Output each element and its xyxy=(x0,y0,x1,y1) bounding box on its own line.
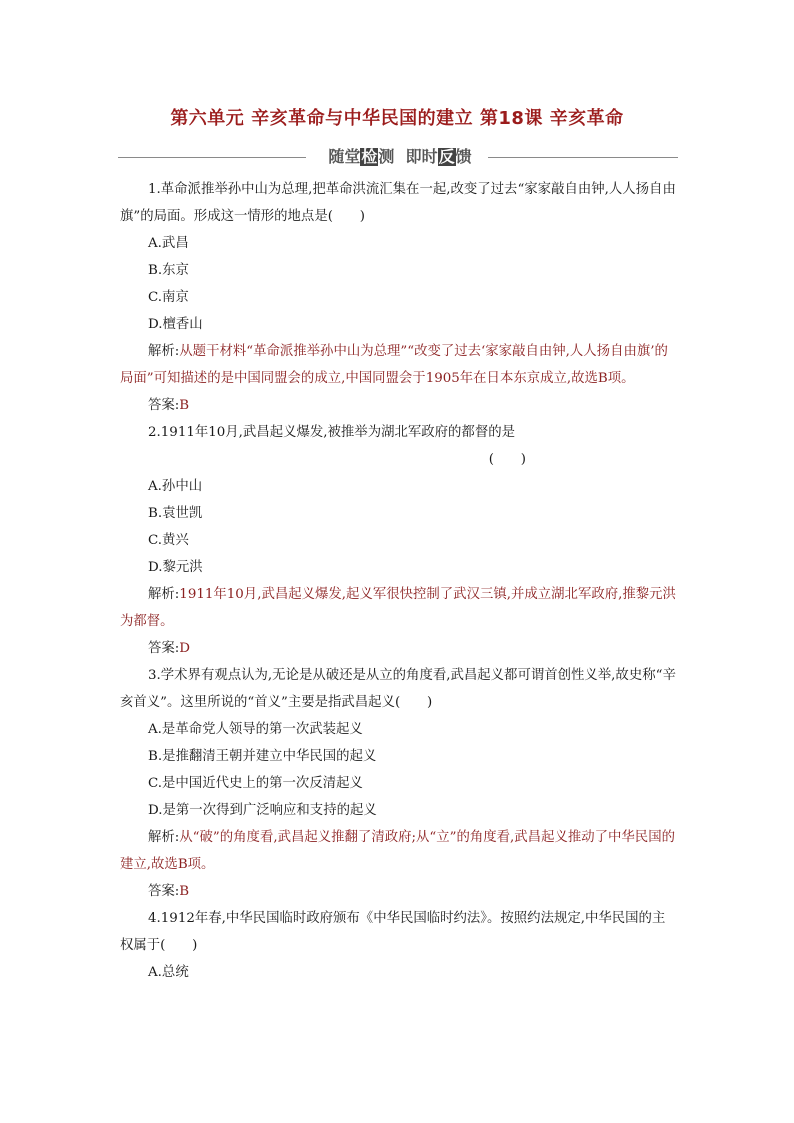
option: A.总统 xyxy=(148,965,189,980)
option: C.黄兴 xyxy=(148,533,189,548)
question-stem: 1.革命派推举孙中山为总理,把革命洪流汇集在一起,改变了过去“家家敲自由钟,人人扬自由旗”的局面。形成这一情形的地点是( ) xyxy=(120,182,676,224)
answer-parenthesis: ( ) xyxy=(488,452,526,467)
analysis xyxy=(120,824,676,878)
option: B.东京 xyxy=(148,263,189,278)
option: A.孙中山 xyxy=(148,479,203,494)
answer xyxy=(120,878,676,905)
option: B.袁世凯 xyxy=(148,506,203,521)
banner-boxed-char: 反 xyxy=(438,147,455,166)
analysis-label: 解析: xyxy=(148,587,180,602)
banner-label xyxy=(312,146,488,168)
banner-text: 馈 xyxy=(455,147,472,166)
page-title: 第六单元 辛亥革命与中华民国的建立 第18课 辛亥革命 xyxy=(170,108,624,129)
analysis-text: 从题干材料“革命派推举孙中山为总理”“改变了过去‘家家敲自由钟,人人扬自由旗’的局面”可知描述的是中国同盟会的成立,中国同盟会于1905年在日本东京成立,故选B项。 xyxy=(120,344,668,386)
option: A.是革命党人领导的第一次武装起义 xyxy=(148,722,363,737)
question-stem: 3.学术界有观点认为,无论是从破还是从立的角度看,武昌起义都可谓首创性义举,故史称“辛亥首义”。这里所说的“首义”主要是指武昌起义( ) xyxy=(120,668,676,710)
answer-value: B xyxy=(179,884,190,899)
option: B.是推翻清王朝并建立中华民国的起义 xyxy=(148,749,377,764)
option: A.武昌 xyxy=(148,236,189,251)
question-stem: 2.1911年10月,武昌起义爆发,被推举为湖北军政府的都督的是 xyxy=(148,425,515,440)
answer xyxy=(120,635,676,662)
analysis-text: 从“破”的角度看,武昌起义推翻了清政府;从“立”的角度看,武昌起义推动了中华民国的建立,故选B项。 xyxy=(120,830,675,872)
option: C.是中国近代史上的第一次反清起义 xyxy=(148,776,363,791)
analysis-text: 1911年10月,武昌起义爆发,起义军很快控制了武汉三镇,并成立湖北军政府,推黎元洪为都督。 xyxy=(120,587,676,629)
option: D.檀香山 xyxy=(148,317,203,332)
banner-rule-left xyxy=(118,157,306,158)
analysis-label: 解析: xyxy=(148,830,180,845)
section-banner xyxy=(118,146,678,168)
analysis-label: 解析: xyxy=(148,344,180,359)
answer-label: 答案: xyxy=(148,641,180,656)
banner-text: 随堂 xyxy=(328,147,361,166)
option: C.南京 xyxy=(148,290,189,305)
analysis xyxy=(120,338,676,392)
answer-label: 答案: xyxy=(148,398,180,413)
analysis xyxy=(120,581,676,635)
answer-label: 答案: xyxy=(148,884,180,899)
banner-boxed-char: 检 xyxy=(361,147,378,166)
answer-value: D xyxy=(179,641,191,656)
banner-rule-right xyxy=(488,157,678,158)
option: D.是第一次得到广泛响应和支持的起义 xyxy=(148,803,377,818)
question-list xyxy=(120,176,676,986)
banner-text: 测 xyxy=(378,147,395,166)
option: D.黎元洪 xyxy=(148,560,203,575)
answer-value: B xyxy=(179,398,190,413)
question-stem: 4.1912年春,中华民国临时政府颁布《中华民国临时约法》。按照约法规定,中华民国的主权属于( ) xyxy=(120,911,666,953)
banner-text: 即时 xyxy=(405,147,438,166)
answer xyxy=(120,392,676,419)
